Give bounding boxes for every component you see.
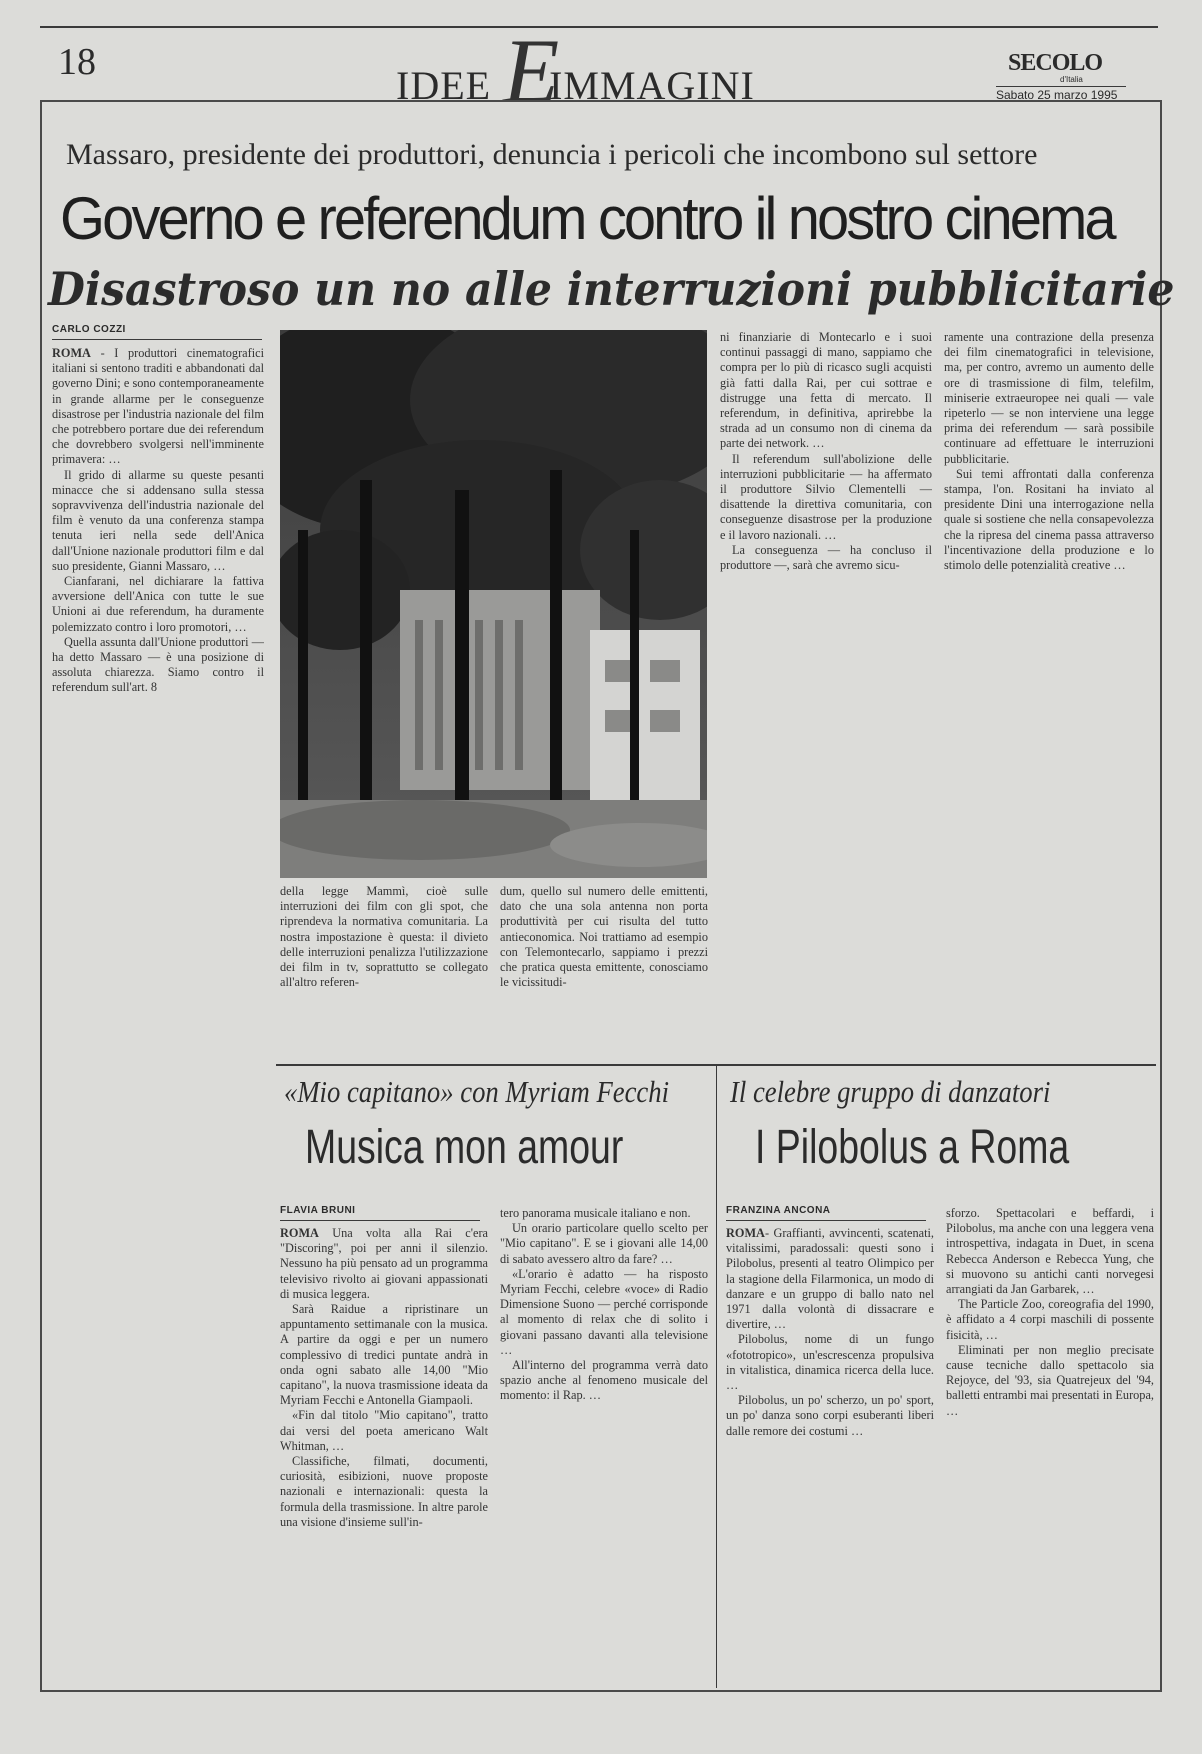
- music-dateline: ROMA: [280, 1226, 319, 1240]
- dance-kicker: Il celebre gruppo di danzatori: [730, 1074, 1051, 1109]
- issue-date: Sabato 25 marzo 1995: [996, 88, 1118, 102]
- photo-building-trees-icon: [280, 330, 707, 878]
- music-col1-para-3: «Fin dal titolo "Mio capitano", tratto dai versi del poeta americano Walt Whitman, …: [280, 1408, 488, 1453]
- dance-column-1: [726, 1226, 934, 1682]
- main-col3-para-1: dum, quello sul numero delle emittenti, dato che una sola antenna non porta produttività per cui risulta del tutto antieconomica. Noi trattiamo ad esempio con Telemontecarlo, sappiamo i prezzi che pratica questa emittente, conosciamo le vicissitudi-: [500, 884, 708, 990]
- dance-dateline: ROMA: [726, 1226, 765, 1240]
- main-column-1: [52, 346, 264, 1681]
- main-subhead: Disastroso un no alle interruzioni pubblicitarie: [48, 262, 1175, 316]
- music-col1-para-2: Sarà Raidue a ripristinare un appuntamento settimanale con la musica. A partire da oggi e per un numero complessivo di tredici puntate andrà in onda ogni sabato alle 14,00 "Mio capitano", la nuova trasmissione ideata da Myriam Fecchi e Antonella Giampaoli.: [280, 1302, 488, 1408]
- dance-col1-para-2: Pilobolus, nome di un fungo «fototropico», un'escrescenza propulsiva in vitalistica, dinamica ricerca della luce. …: [726, 1332, 934, 1393]
- dance-byline: FRANZINA ANCONA: [726, 1205, 831, 1216]
- main-column-5: [944, 330, 1154, 1054]
- main-headline: Governo e referendum contro il nostro cinema: [60, 185, 1114, 252]
- dance-col2-para-2: The Particle Zoo, coreografia del 1990, è affidato a 4 corpi maschili di possente fisicità, …: [946, 1297, 1154, 1342]
- article-photo: [280, 330, 707, 878]
- main-col4-para-2: Il referendum sull'abolizione delle interruzioni pubblicitarie — ha affermato il produttore Silvio Clementelli — disattende la direttiva comunitaria, con conseguenze disastrose per la produzione e il lavoro nazionali. …: [720, 451, 932, 542]
- main-byline: CARLO COZZI: [52, 324, 126, 335]
- music-byline: FLAVIA BRUNI: [280, 1205, 356, 1216]
- dance-headline: I Pilobolus a Roma: [755, 1121, 1070, 1174]
- byline-rule: [52, 339, 262, 340]
- masthead: SECOLO: [1008, 50, 1103, 76]
- masthead-subtitle: d'Italia: [1060, 75, 1083, 84]
- main-col2-para-1: della legge Mammì, cioè sulle interruzioni dei film con gli spot, che riprendeva la normativa comunitaria. La nostra impostazione è questa: il divieto delle interruzioni penalizza l'utilizzazione dei film in tv, soprattutto se collegato all'altro referen-: [280, 884, 488, 990]
- main-column-2: [280, 884, 488, 1054]
- music-col2-para-3: «L'orario è adatto — ha risposto Myriam Fecchi, celebre «voce» di Radio Dimensione Suono — perché corrisponde al momento di relax che di solito i giovani passano davanti alla televisione …: [500, 1266, 708, 1357]
- music-col1-para-4: Classifiche, filmati, documenti, curiosità, esibizioni, nuove proposte nazionali e internazionali: questa la formula della trasmissione. In altre parole una visione d'insieme sull'in-: [280, 1454, 488, 1529]
- main-column-3: [500, 884, 708, 1054]
- music-byline-rule: [280, 1220, 480, 1221]
- date-rule: [996, 86, 1126, 87]
- main-kicker: Massaro, presidente dei produttori, denuncia i pericoli che incombono sul settore: [66, 138, 1038, 171]
- main-column-4: [720, 330, 932, 1054]
- dance-column-2: [946, 1206, 1154, 1682]
- dance-col1-para-1: ROMA- Graffianti, avvincenti, scatenati, vitalissimi, paradossali: questi sono i Pilobolus, presenti al teatro Olimpico per la stagione della Filarmonica, un modo di danzare e un gruppo di ballo nato nel 1971 dalla volontà di dissacrare e divertire, …: [726, 1226, 934, 1332]
- section-title-part1: IDEE: [396, 63, 492, 108]
- main-col1-para-3: Cianfarani, nel dichiarare la fattiva avversione dell'Anica con tutte le sue Unioni ai due referendum, ha duramente polemizzato contro i loro promotori, …: [52, 574, 264, 634]
- music-col2-para-1: tero panorama musicale italiano e non.: [500, 1206, 691, 1220]
- main-col5-para-2: Sui temi affrontati dalla conferenza stampa, l'on. Rositani ha inviato al presidente Dini una interrogazione nella quale si sostiene che nella consapevolezza che la ripresa del cinema passa attraverso l'incentivazione della produzione e lo stimolo delle potenzialità creative …: [944, 466, 1154, 573]
- music-headline: Musica mon amour: [305, 1121, 624, 1174]
- main-dateline: ROMA: [52, 346, 91, 360]
- dance-col2-para-3: Eliminati per non meglio precisate cause tecniche dallo spettacolo sia Rejoyce, del '93, sia Quatrejeux del '94, balletti entrambi mai presentati in Europa, …: [946, 1342, 1154, 1418]
- main-col4-para-1: ni finanziarie di Montecarlo e i suoi continui passaggi di mano, sappiamo che compra per lo più di ricasco sugli acquisti già fatti dalla Rai, per cui sottrae e distrugge una fetta di mercato. Il referendum, in definitiva, aprirebbe la strada ad un consumo non di cinema da parte dei network. …: [720, 330, 932, 451]
- dance-byline-rule: [726, 1220, 926, 1221]
- section-title-part2: IMMAGINI: [549, 63, 755, 108]
- music-kicker: «Mio capitano» con Myriam Fecchi: [284, 1074, 669, 1109]
- music-column-2: [500, 1206, 708, 1682]
- music-col2-para-4: All'interno del programma verrà dato spazio anche al fenomeno musicale del momento: il Rap. …: [500, 1358, 708, 1403]
- dance-col2-para-1: sforzo. Spettacolari e beffardi, i Pilobolus, ma anche con una leggera vena introspettiva, indagata in Duet, in scena Rebecca Anderson e Rebecca Yung, che si muovono su antichi canti norvegesi arrangiati da Jan Garbarek, …: [946, 1206, 1154, 1297]
- main-col4-para-3: La conseguenza — ha concluso il produttore —, sarà che avremo sicu-: [720, 542, 932, 573]
- main-col1-para-1: ROMA - I produttori cinematografici italiani si sentono traditi e abbandonati dal governo Dini; e sono contemporaneamente in grande allarme per le conseguenze disastrose per l'industria nazionale del film che potrebbero portare due dei referendum che dovrebbero svolgersi nell'imminente primavera: …: [52, 346, 264, 467]
- music-col2-para-2: Un orario particolare quello scelto per "Mio capitano". E se i giovani alle 14,00 di sabato avessero altro da fare? …: [500, 1221, 708, 1266]
- page-number: 18: [58, 41, 96, 83]
- dance-col1-para-3: Pilobolus, un po' scherzo, un po' sport, un po' danza sono corpi esuberanti liberi dalle remore dei costumi …: [726, 1393, 934, 1438]
- music-column-1: [280, 1226, 488, 1682]
- music-col1-para-1: ROMA Una volta alla Rai c'era "Discoring", poi per anni il silenzio. Nessuno ha più pensato ad un programma televisivo rivolto ai giovani appassionati di musica leggera.: [280, 1226, 488, 1301]
- main-col1-para-2: Il grido di allarme su queste pesanti minacce che si addensano sulla stessa sopravvivenza dell'industria nazionale del film è venuto da una conferenza stampa tenuta ieri nella sede dell'Anica dall'Unione nazionale produttori film e dal suo presidente, Gianni Massaro, …: [52, 467, 264, 573]
- section-initial-ornament: E: [503, 20, 560, 122]
- box-divider: [716, 1066, 717, 1688]
- top-rule: [40, 26, 1158, 28]
- main-col1-para-4: Quella assunta dall'Unione produttori — ha detto Massaro — è una posizione di assoluta chiarezza. Siamo contro il referendum sull'art. 8: [52, 634, 264, 695]
- main-col5-para-1: ramente una contrazione della presenza dei film cinematografici in televisione, ma, per contro, avremo un aumento delle ore di trasmissione di film, telefilm, miniserie extraeuropee nei quali — vale ripeterlo — se non interviene una legge prima dei referendum — sarà possibile continuare ad effettuare le interruzioni pubblicitarie.: [944, 330, 1154, 466]
